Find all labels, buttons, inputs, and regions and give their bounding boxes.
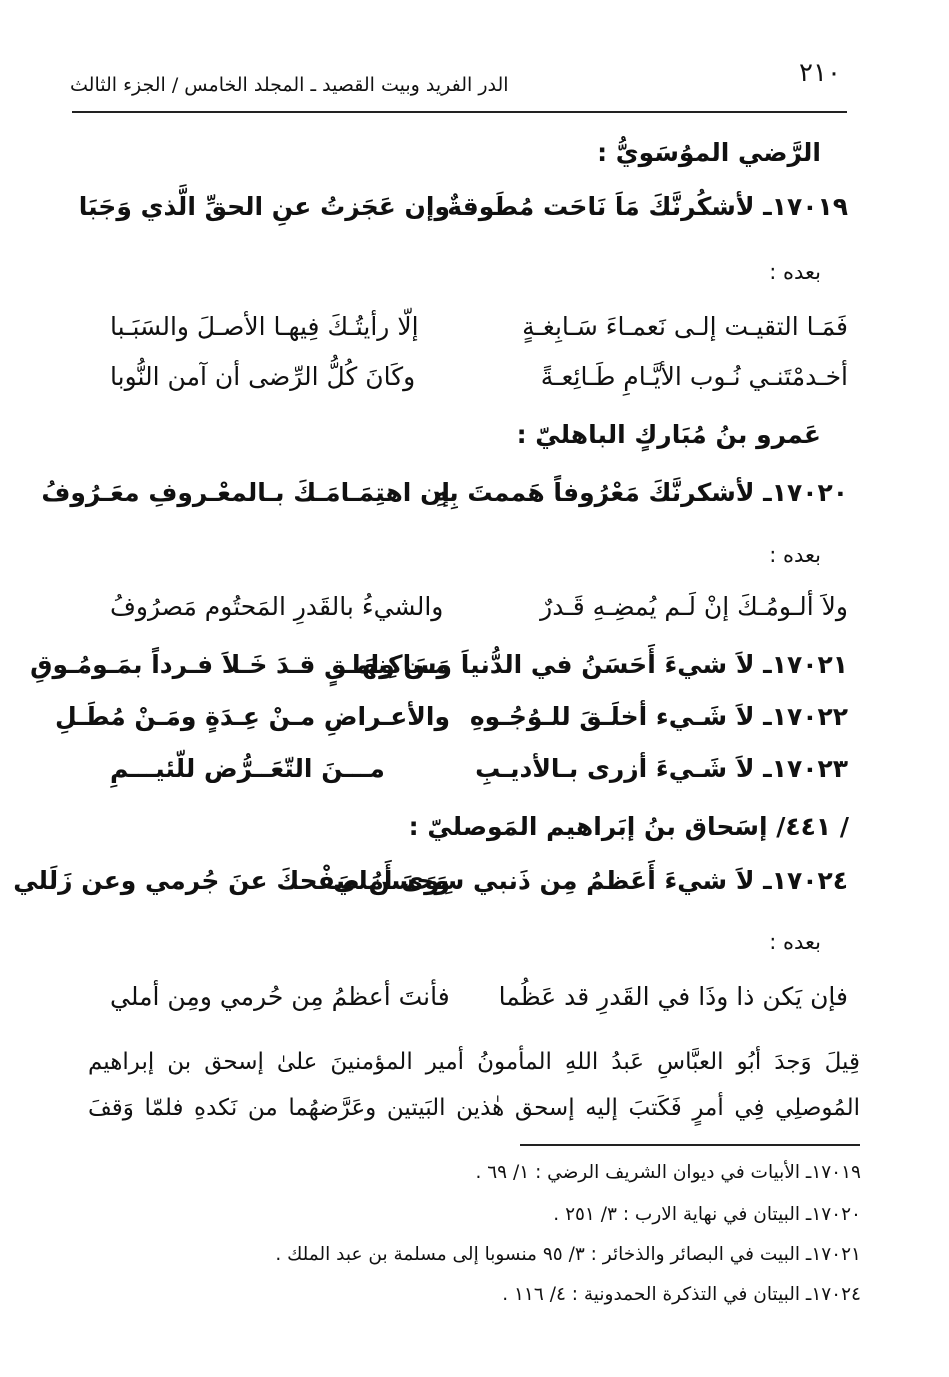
- verse-first-hemistich: ١٧٠١٩ـ لأشكُرنَّكَ مَاَ نَاحَت مُطَوقةٌ: [447, 192, 848, 221]
- verse-17023: [100, 754, 848, 804]
- verse-second-hemistich: وَحسنُ صَفْحكَ عنَ جُرمي وعن زَلَلي: [13, 866, 450, 895]
- verse-first-hemistich: ١٧٠٢٣ـ لاَ شَـيءَ أزرى بـالأديـبِ: [475, 754, 848, 783]
- verse-row: [100, 312, 848, 362]
- poet-name: الرَّضي الموُسَويُّ :: [597, 138, 821, 167]
- prose-line: قِيلَ وَجدَ أبُو العبَّاسِ عَبدُ اللهِ المأمونُ أمير المؤمنينَ علىٰ إسحق بن إبراهيم: [88, 1049, 860, 1075]
- verse-first-hemistich: فإن يَكن ذا وذَا في القَدرِ قد عَظُما: [498, 982, 848, 1011]
- verse-second-hemistich: فأنتَ أعظمُ مِن حُرمي ومِن أملي: [110, 982, 450, 1011]
- running-header: الدر الفريد وبيت القصيد ـ المجلد الخامس / الجزء الثالث: [70, 74, 509, 96]
- footnote: ١٧٠١٩ـ الأبيات في ديوان الشريف الرضي : ١/ ٦٩ .: [475, 1162, 861, 1183]
- verse-second-hemistich: والشيءُ بالقَدرِ المَحتُوم مَصرُوفُ: [110, 592, 444, 621]
- after-label: بعده :: [769, 930, 821, 954]
- page-number: ٢١٠: [799, 58, 841, 88]
- verse-first-hemistich: ١٧٠٢١ـ لاَ شيءَ أَحَسَنُ في الدُّنياَ وَسَاكِنِهَا: [351, 650, 848, 679]
- after-label: بعده :: [769, 543, 821, 567]
- verse-first-hemistich: ١٧٠٢٢ـ لاَ شَـيء أخلَـقَ للـوُجُـوهِ: [469, 702, 848, 731]
- verse-first-hemistich: أخـدمْتَنـي نُـوب الأيَّـامِ طَـائِعـةً: [540, 362, 848, 391]
- verse-17024: [13, 866, 848, 916]
- verse-second-hemistich: إن اهتِمَـامَـكَ بـالمعْـروفِ معَـرُوفُ: [41, 478, 450, 507]
- footnote: ١٧٠٢٠ـ البيتان في نهاية الارب : ٣/ ٢٥١ .: [553, 1204, 861, 1225]
- footnote: ١٧٠٢١ـ البيت في البصائر والذخائر : ٣/ ٩٥ منسوبا إلى مسلمة بن عبد الملك .: [275, 1244, 861, 1265]
- verse-first-hemistich: فَمَـا التقيـت إلـى نَعمـاءَ سَـابِغـةٍ: [522, 312, 848, 341]
- verse-row: [100, 982, 848, 1032]
- verse-second-hemistich: إلّا رأيتُـكَ فِيهـا الأصـلَ والسَبَـبا: [110, 312, 419, 341]
- verse-17021: [30, 650, 848, 700]
- header-rule: [72, 111, 847, 113]
- verse-17020: [41, 478, 848, 528]
- footnote: ١٧٠٢٤ـ البيتان في التذكرة الحمدونية : ٤/ ١١٦ .: [502, 1284, 861, 1305]
- verse-second-hemistich: وإن عَجَزتُ عنِ الحقِّ الَّذي وَجَبَا: [78, 192, 450, 221]
- poet-name: عَمرو بنُ مُبَاركٍ الباهليّ :: [516, 420, 821, 449]
- verse-17022: [54, 702, 848, 752]
- verse-17019: [78, 192, 848, 242]
- verse-first-hemistich: ١٧٠٢٠ـ لأشكرنَّكَ مَعْرُوفاً هَممتَ بِهِ: [434, 478, 848, 507]
- footnote-rule: [520, 1144, 860, 1146]
- verse-second-hemistich: وكَانَ كُلُّ الرِّضى أن آمن النُّوبا: [110, 362, 416, 391]
- verse-row: [100, 592, 848, 642]
- verse-first-hemistich: ولاَ ألـومُـكَ إنْ لَـم يُمضِـهِ قَـدرٌ: [540, 592, 848, 621]
- verse-second-hemistich: والأعـراضِ مـنْ عِـدَةٍ ومَـنْ مُطَـلِ: [54, 702, 450, 731]
- prose-line: المُوصلِي فِي أمرٍ فَكَتبَ إليه إسحق هٰذين البَيتين وعَرَّضهُما من نَكدهِ فلمّا وَقفَ: [88, 1095, 860, 1121]
- verse-second-hemistich: مـن وامـقٍ قـدَ خَـلاَ فـرداً بمَـومُـوقِ: [30, 650, 450, 679]
- verse-row: [100, 362, 848, 412]
- poet-name: / ٤٤١/ إسَحاق بنُ إبَراهيم المَوصليّ :: [408, 812, 849, 841]
- after-label: بعده :: [769, 260, 821, 284]
- verse-second-hemistich: مـــنَ التّعَــرُّض للّئيـــمِ: [110, 754, 385, 783]
- verse-first-hemistich: ١٧٠٢٤ـ لاَ شيءَ أَعَظمُ مِن ذَنبي سِوَىَ أَمَلي: [332, 866, 848, 895]
